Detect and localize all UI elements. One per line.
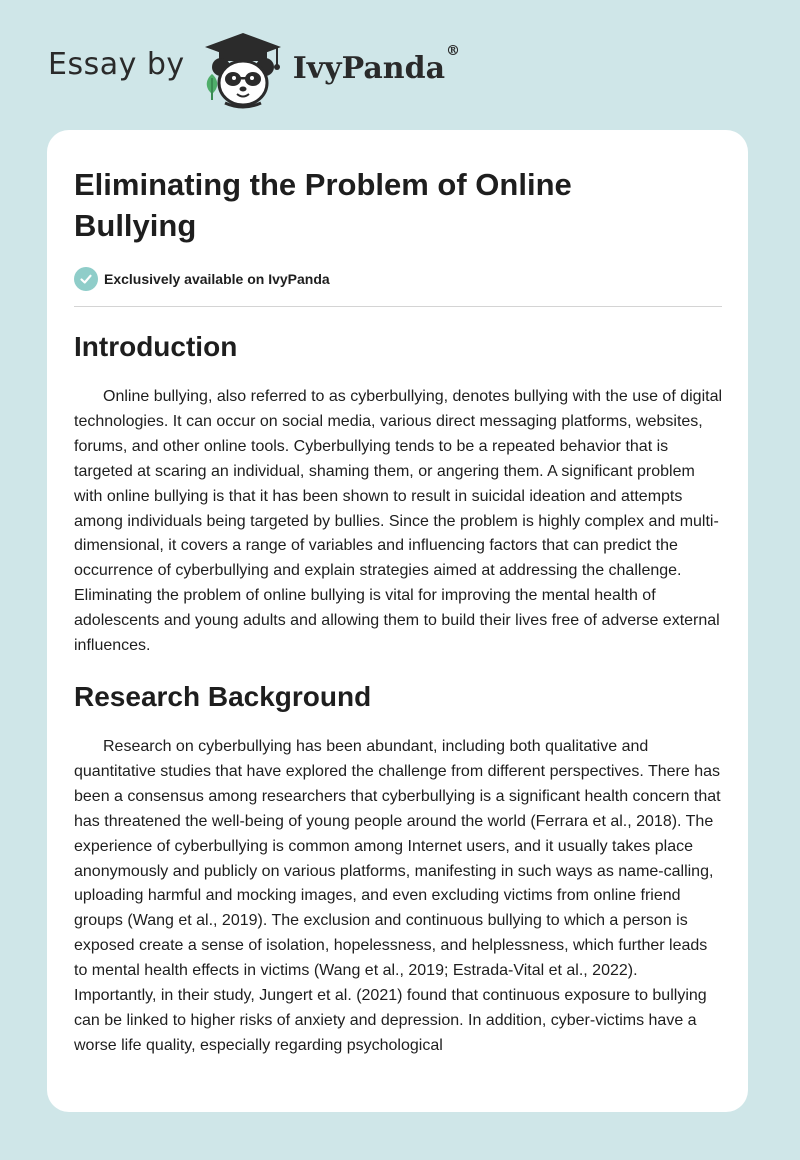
essay-card (47, 130, 748, 1112)
check-circle-icon (74, 267, 98, 291)
site-header (48, 30, 460, 110)
ivypanda-logo[interactable] (199, 31, 460, 109)
brand-name: IvyPanda® (292, 42, 461, 86)
section-heading-introduction: Introduction (74, 331, 238, 362)
section-text-research-background: Research on cyberbullying has been abundant, including both qualitative and quantitative studies that have explored the challenge from different perspectives. There has been a consensus among researchers that cyberbullying is a significant health concern that has threatened the well-being of young people around the world (Ferrara et al., 2018). The experience of cyberbullying is common among Internet users, and it usually takes place anonymously and publicly on various platforms, manifesting in such ways as name-calling, uploading harmful and mocking images, and even excluding victims from online friend groups (Wang et al., 2019). The exclusion and continuous bullying to which a person is exposed create a sense of isolation, hopelessness, and helplessness, which further leads to mental health effects in victims (Wang et al., 2019; Estrada-Vital et al., 2022). Importantly, in their study, Jungert et al. (2021) found that continuous exposure to bullying can be linked to higher risks of anxiety and depression. In addition, cyber-victims have a worse life quality, especially regarding psychological (74, 737, 721, 1054)
section-text-introduction: Online bullying, also referred to as cyberbullying, denotes bullying with the use of digital technologies. It can occur on social media, various direct messaging platforms, websites, forums, and other online tools. Cyberbullying tends to be a repeated behavior that is targeted at scaring an individual, shaming them, or angering them. A significant problem with online bullying is that it has been shown to result in suicidal ideation and attempts among individuals being targeted by bullies. Since the problem is highly complex and multi-dimensional, it covers a range of variables and influencing factors that can predict the occurrence of cyberbullying and explain strategies aimed at addressing the challenge. Eliminating the problem of online bullying is vital for improving the mental health of adolescents and young adults and allowing them to build their lives free of adverse external influences. (74, 388, 723, 655)
section-heading-research-background: Research Background (74, 680, 372, 712)
essay-by-label: Essay by (48, 46, 185, 82)
title-divider (74, 306, 722, 307)
essay-title: Eliminating the Problem of Online Bullying (74, 167, 572, 243)
exclusive-badge-label: Exclusively available on IvyPanda (104, 271, 330, 287)
ivy-leaf-icon (203, 72, 221, 102)
exclusive-badge (74, 266, 722, 292)
